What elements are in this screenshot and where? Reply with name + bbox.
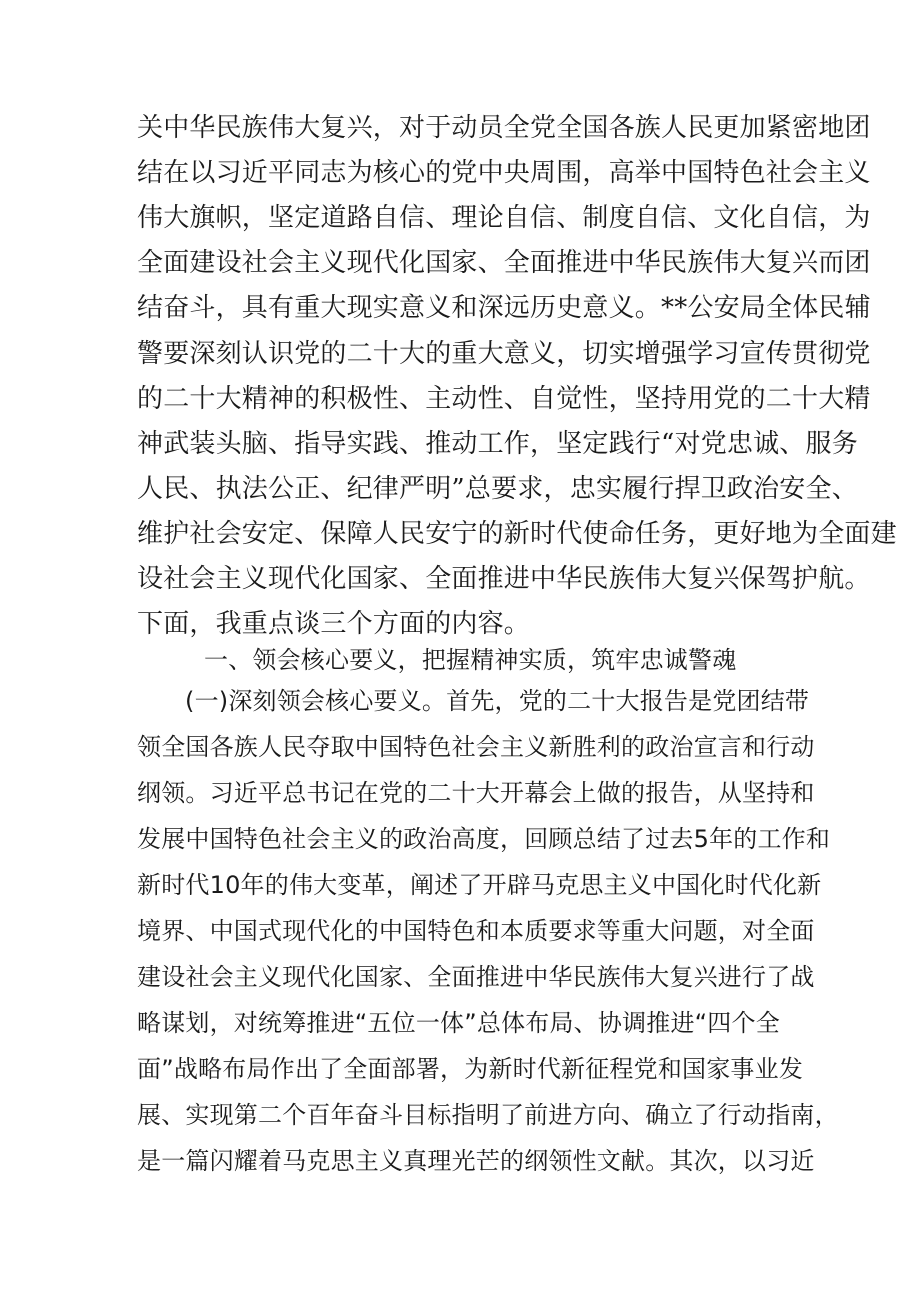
paragraph-line: 结奋斗，具有重大现实意义和深远历史意义。**公安局全体民辅	[137, 293, 871, 323]
paragraph-line: 发展中国特色社会主义的政治高度，回顾总结了过去5年的工作和	[137, 825, 831, 853]
paragraph-line: 境界、中国式现代化的中国特色和本质要求等重大问题，对全面	[137, 917, 815, 945]
paragraph-line: 展、实现第二个百年奋斗目标指明了前进方向、确立了行动指南，	[137, 1101, 839, 1129]
paragraph-line: (一)深刻领会核心要义。首先，党的二十大报告是党团结带	[185, 687, 810, 715]
paragraph-line: 警要深刻认识党的二十大的重大意义，切实增强学习宣传贯彻党	[137, 339, 871, 369]
paragraph-line: 结在以习近平同志为核心的党中央周围，高举中国特色社会主义	[137, 158, 871, 188]
paragraph-line: 领全国各族人民夺取中国特色社会主义新胜利的政治宣言和行动	[137, 733, 815, 761]
paragraph-line: 新时代10年的伟大变革，阐述了开辟马克思主义中国化时代化新	[137, 871, 822, 899]
paragraph-line: 下面，我重点谈三个方面的内容。	[137, 609, 531, 639]
paragraph-line: 纲领。习近平总书记在党的二十大开幕会上做的报告，从坚持和	[137, 779, 815, 807]
paragraph-line: 神武装头脑、指导实践、推动工作，坚定践行“对党忠诚、服务	[137, 429, 858, 459]
paragraph-line: 维护社会安定、保障人民安宁的新时代使命任务，更好地为全面建	[137, 519, 897, 549]
paragraph-line: 伟大旗帜，坚定道路自信、理论自信、制度自信、文化自信，为	[137, 203, 871, 233]
paragraph-line: 全面建设社会主义现代化国家、全面推进中华民族伟大复兴而团	[137, 248, 871, 278]
paragraph-line: 是一篇闪耀着马克思主义真理光芒的纲领性文献。其次，以习近	[137, 1147, 815, 1175]
paragraph-line: 面”战略布局作出了全面部署，为新时代新征程党和国家事业发	[137, 1055, 804, 1083]
section-heading: 一、领会核心要义，把握精神实质，筑牢忠诚警魂	[204, 646, 737, 674]
paragraph-line: 的二十大精神的积极性、主动性、自觉性，坚持用党的二十大精	[137, 384, 871, 414]
paragraph-line: 设社会主义现代化国家、全面推进中华民族伟大复兴保驾护航。	[137, 564, 871, 594]
paragraph-line: 略谋划，对统筹推进“五位一体”总体布局、协调推进“四个全	[137, 1009, 780, 1037]
paragraph-line: 关中华民族伟大复兴，对于动员全党全国各族人民更加紧密地团	[137, 113, 871, 143]
paragraph-line: 建设社会主义现代化国家、全面推进中华民族伟大复兴进行了战	[137, 963, 815, 991]
paragraph-line: 人民、执法公正、纪律严明”总要求，忠实履行捍卫政治安全、	[137, 474, 858, 504]
